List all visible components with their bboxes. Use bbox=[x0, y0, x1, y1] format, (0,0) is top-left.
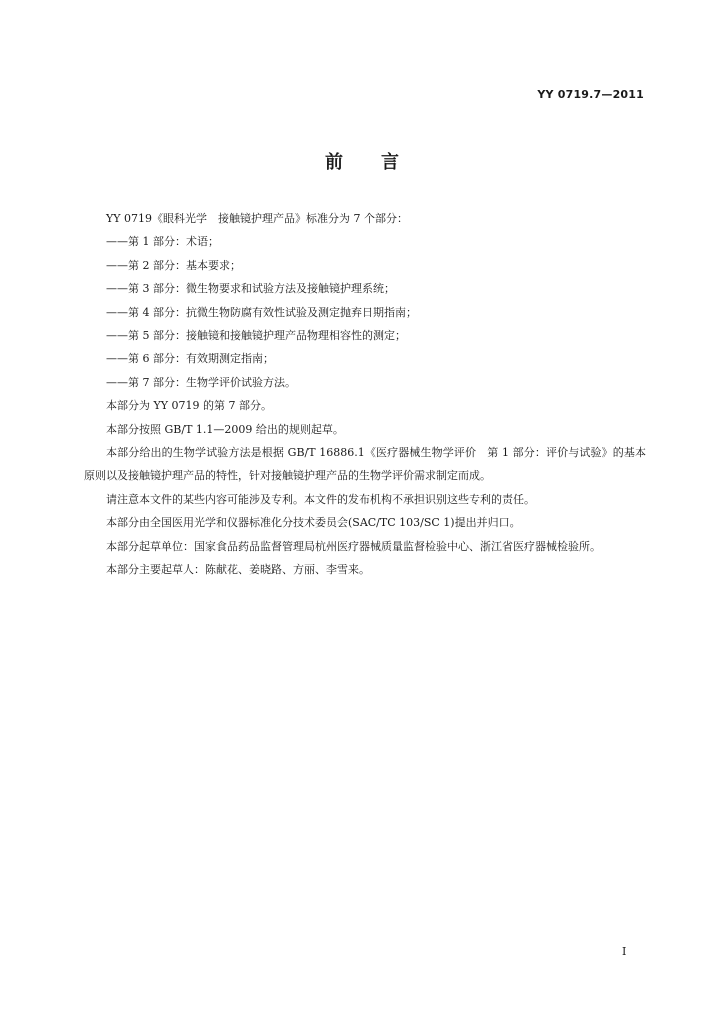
intro-line: YY 0719《眼科光学 接触镜护理产品》标准分为 7 个部分： bbox=[106, 212, 409, 225]
paragraph-proposer: 本部分由全国医用光学和仪器标准化分技术委员会(SAC/TC 103/SC 1)提出并归口。 bbox=[106, 516, 521, 530]
paragraph-part-statement: 本部分为 YY 0719 的第 7 部分。 bbox=[106, 399, 272, 413]
part-item-2: ——第 2 部分：基本要求； bbox=[106, 258, 241, 272]
page-number: I bbox=[622, 945, 627, 958]
standard-number: YY 0719.7—2011 bbox=[537, 88, 644, 101]
part-item-7: ——第 7 部分：生物学评价试验方法。 bbox=[106, 375, 296, 389]
part-item-5: ——第 5 部分：接触镜和接触镜护理产品物理相容性的测定； bbox=[106, 329, 406, 343]
part-item-3: ——第 3 部分：微生物要求和试验方法及接触镜护理系统； bbox=[106, 282, 395, 296]
part-item-6: ——第 6 部分：有效期测定指南； bbox=[106, 352, 274, 366]
paragraph-drafters: 本部分主要起草人：陈献花、姜晓路、方丽、李雪来。 bbox=[106, 563, 370, 577]
part-item-1: ——第 1 部分：术语； bbox=[106, 235, 219, 249]
paragraph-drafting-units: 本部分起草单位：国家食品药品监督管理局杭州医疗器械质量监督检验中心、浙江省医疗器械检验所。 bbox=[106, 539, 601, 553]
foreword-body bbox=[84, 207, 646, 582]
paragraph-patent-notice: 请注意本文件的某些内容可能涉及专利。本文件的发布机构不承担识别这些专利的责任。 bbox=[106, 492, 535, 506]
paragraph-basis: 本部分给出的生物学试验方法是根据 GB/T 16886.1《医疗器械生物学评价 第 1 部分：评价与试验》的基本原则以及接触镜护理产品的特性，针对接触镜护理产品的生物学评价需求制定而成。 bbox=[84, 446, 646, 483]
part-item-4: ——第 4 部分：抗微生物防腐有效性试验及测定抛弃日期指南； bbox=[106, 305, 417, 319]
page-title: 前言 bbox=[325, 152, 437, 173]
paragraph-drafting-rules: 本部分按照 GB/T 1.1—2009 给出的规则起草。 bbox=[106, 422, 344, 436]
